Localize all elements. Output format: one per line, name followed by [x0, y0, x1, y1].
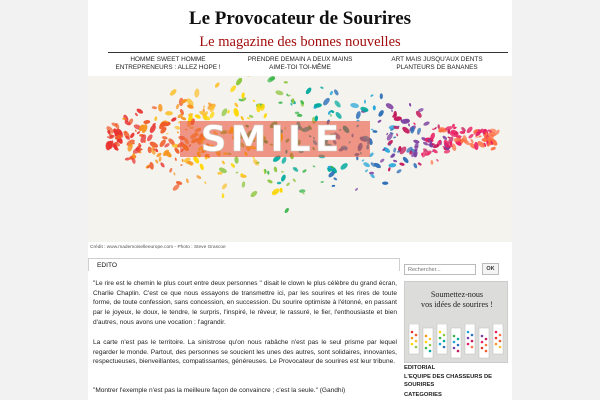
nav-item-art-mais-jusquaux-dents[interactable]: ART MAIS JUSQU'AUX DENTS	[391, 56, 483, 63]
nav-item-planteurs-de-bananes[interactable]: PLANTEURS DE BANANES	[396, 64, 478, 71]
sidebar-link-editorial[interactable]: EDITORIAL	[404, 365, 436, 371]
edito-tab[interactable]	[88, 258, 400, 271]
promo-line-2: vos idées de sourires !	[421, 300, 493, 309]
sidebar	[404, 254, 512, 400]
site-title[interactable]: Le Provocateur de Sourires	[188, 8, 412, 29]
banner-image	[88, 76, 512, 242]
page	[88, 0, 512, 400]
nav-item-homme-sweet-homme[interactable]: HOMME SWEET HOMME	[130, 56, 206, 63]
search-button[interactable]: OK	[482, 263, 499, 275]
banner-word: SMILE	[200, 119, 344, 160]
promo-cards-illustration	[407, 324, 507, 362]
submit-ideas-banner[interactable]	[404, 281, 508, 363]
sidebar-link-categories[interactable]: CATEGORIES	[404, 392, 442, 398]
nav-divider	[108, 52, 508, 53]
nav-item-aime-toi[interactable]: AIME-TOI TOI-MÊME	[269, 64, 331, 71]
nav-item-prendre-demain[interactable]: PRENDRE DEMAIN A DEUX MAINS	[247, 56, 353, 63]
edito-tab-label: EDITO	[97, 262, 118, 269]
edito-quote: "Montrer l'exemple n'est pas la meilleure façon de convaincre ; c'est la seule." (Gandhi)	[93, 387, 346, 394]
sidebar-link-equipe[interactable]: L'EQUIPE DES CHASSEURS DE SOURIRES	[404, 374, 493, 388]
edito-paragraph: "Le rire est le chemin le plus court entre deux personnes " disait le clown le plus célèbre du grand écran, Charlie Chaplin. C'est ce que nous essayons de transmettre ici, par les sourires et les rires de toute forme, de toute confession, sans concession, en succession. Du sourire optimiste à l'étonné, en passant par le joyeux, le doux, le tendre, le surpris, l'inspiré, le rêveur, le rassuré, le fier, l'enthousiaste et bien d'autres, nous avons une vocation : l'agrandir.	[93, 280, 397, 326]
search-input[interactable]	[404, 264, 476, 275]
edito-paragraph: La carte n'est pas le territoire. La sinistrose qu'on nous rabâche n'est pas le seul prisme par lequel regarder le monde. Partout, des personnes se soucient les unes des autres, sont solidaires, innovantes, respectueuses, bienveillantes, compatissantes, généreuses. Le Provocateur de sourires est leur tribune.	[93, 339, 397, 366]
smile-butterflies-illustration	[88, 76, 512, 242]
promo-line-1: Soumettez-nous	[430, 290, 484, 299]
site-tagline: Le magazine des bonnes nouvelles	[199, 34, 401, 50]
main-content	[88, 254, 400, 400]
image-credit: Crédit : www.mademoiselleeurope.com - Photo : Steve Grascoe	[90, 245, 226, 250]
nav-item-entrepreneurs[interactable]: ENTREPRENEURS : ALLEZ HOPE !	[115, 64, 221, 71]
